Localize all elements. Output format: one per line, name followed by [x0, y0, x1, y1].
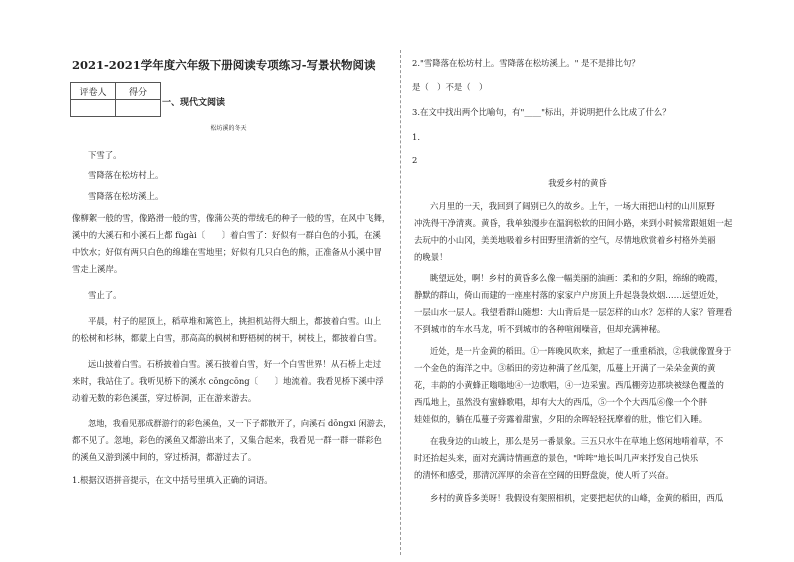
score-cell-grader [71, 100, 116, 117]
article2-p2-line3: 一层山水一层人。我望看群山随想：大山背后是一层怎样的山水？怎样的人家？管理看 [414, 307, 733, 317]
question-2: 2."雪降落在松坊村上。雪降落在松坊溪上。" 是不是排比句？ [412, 58, 640, 68]
article2-p2-line2: 静默的群山，倚山而建的一座座村落的家家户户房顶上升起袅袅炊烟……远望近处， [414, 290, 724, 300]
answer-2-label: 2 [412, 155, 418, 165]
answer-1-label: 1. [412, 132, 420, 142]
article2-p2-line4: 不到城市的车水马龙，听不到城市的各种喧闹噪音，但却充满神秘。 [414, 324, 666, 334]
article1-p3: 雪降落在松坊溪上。 [88, 191, 164, 201]
article2-p3-line1: 近处，是一片金黄的稻田。①一阵晚风吹来，掀起了一重重稻浪，②我就像置身于 [430, 346, 732, 356]
article1-p6-line2: 的松树和杉林，都蒙上白雪，那高高的枫树和野梧树的树干，树枝上，都披着白雪。 [72, 333, 382, 343]
article2-p3-line2: 一个金色的海洋之中。③稻田的旁边种满了丝瓜架，瓜蔓上开满了一朵朵金黄的黄 [414, 363, 716, 373]
article2-p1-line4: 的晚景！ [414, 252, 448, 262]
question-2-options: 是（ ）不是（ ） [412, 82, 488, 92]
article1-p8-line3: 的溪鱼又游到溪中间的，穿过桥洞，都游过去了。 [72, 452, 257, 462]
column-divider [400, 50, 401, 555]
article1-p7-line3: 动着无数的彩色溪蛋，穿过桥洞，正在游来游去。 [72, 393, 257, 403]
article1-p4-line3: 中饮水；好似有两只白色的绵雄在雪地里；好似有几只白色的熊，正准备从小溪中冒 [72, 247, 382, 257]
article1-p7-line2: 来时，我站住了。我听见桥下的溪水 cōngcōng〔 〕地流着。我看见桥下溪中浮 [72, 376, 384, 386]
score-header-score: 得分 [116, 83, 161, 100]
article2-p3-line5: 娃娃似的，躺在瓜蔓子旁露着甜蜜，夕阳的余晖轻轻抚摩着的肚，惟它们入睡。 [414, 414, 708, 424]
article1-p2: 雪降落在松坊村上。 [88, 170, 164, 180]
article1-p8-line2: 都不见了。忽地，彩色的溪鱼又都游出来了，又集合起来，我看见一群一群一群彩色 [72, 435, 382, 445]
article1-p5: 雪止了。 [88, 290, 122, 300]
article2-p3-line3: 花，丰韵的小黄蜂正嗡嗡地④一边歌唱，④一边采蜜。西瓜棚旁边那块被绿色覆盖的 [414, 380, 724, 390]
article1-p4-line4: 雪走上溪岸。 [72, 264, 123, 274]
score-header-grader: 评卷人 [71, 83, 116, 100]
score-cell-score [116, 100, 161, 117]
article2-p3-line4: 西瓜地上，虽然没有蜜蜂歌唱，却有大大的西瓜，⑤一个个大西瓜⑥像一个个胖 [414, 397, 708, 407]
article1-p8-line1: 忽地，我看见那成群游行的彩色溪鱼，又一下子都散开了，向溪石 dōngxi 闲游去， [88, 418, 392, 428]
article2-p1-line3: 去玩中的小山冈，美美地吸着乡村田野里清新的空气，尽情地欣赏着乡村格外美丽 [414, 235, 716, 245]
article2-p1-line1: 六月里的一天，我回到了阔别已久的故乡。上午，一场大雨把山村的山川原野 [430, 201, 715, 211]
article2-title: 我爱乡村的黄昏 [548, 178, 607, 188]
article1-p6-line1: 平晨，村子的屋顶上，稻草堆和篱笆上，挑担机站得大细上，都披着白雪。山上 [88, 316, 382, 326]
score-table [70, 82, 161, 117]
article1-p4-line1: 像柳絮一般的雪，像路滑一般的雪，像蒲公英的带绒毛的种子一般的雪，在风中飞舞， [72, 213, 391, 223]
article1-p7-line1: 远山披着白雪。石桥披着白雪。溪石披着白雪，好一个白雪世界！从石桥上走过 [88, 359, 382, 369]
article1-title: 松坊溪的冬天 [210, 125, 247, 132]
article2-p4-line2: 时还抬起头来，面对充满诗情画意的景色，"哞哞"地长叫几声来抒发自己快乐 [414, 453, 699, 463]
question-3: 3.在文中找出两个比喻句，有"____"标出，并说明把什么比成了什么？ [412, 107, 671, 117]
article1-p4-line2: 溪中的大溪石和小溪石上都 fùgài〔 〕着白雪了：好似有一群白色的小狐，在溪 [72, 230, 381, 240]
question-1: 1.根据汉语拼音提示，在文中括号里填入正确的词语。 [72, 475, 273, 485]
article1-p1: 下雪了。 [88, 150, 122, 160]
article2-p5-line1: 乡村的黄昏多美呀！我假设有架照相机，定要把起伏的山峰，金黄的稻田，西瓜 [430, 493, 724, 503]
section-heading: 一、现代文阅读 [162, 98, 226, 108]
article2-p1-line2: 冲洗得干净清爽。黄昏，我单独漫步在温润松软的田间小路，来到小时候常跟姐姐一起 [414, 218, 733, 228]
article2-p4-line3: 的清怀和感受，那清沉浑厚的余音在空阔的田野盘旋，使人听了兴奋。 [414, 470, 674, 480]
article2-p4-line1: 在我身边的山坡上，那么是另一番景象。三五只水牛在草地上悠闲地啃着草，不 [430, 436, 724, 446]
page-title: 2021-2021学年度六年级下册阅读专项练习-写景状物阅读 [72, 58, 376, 72]
article2-p2-line1: 眺望远处，啊！乡村的黄昏多么像一幅美丽的油画：柔和的夕阳，绵绵的晚霞， [430, 273, 724, 283]
